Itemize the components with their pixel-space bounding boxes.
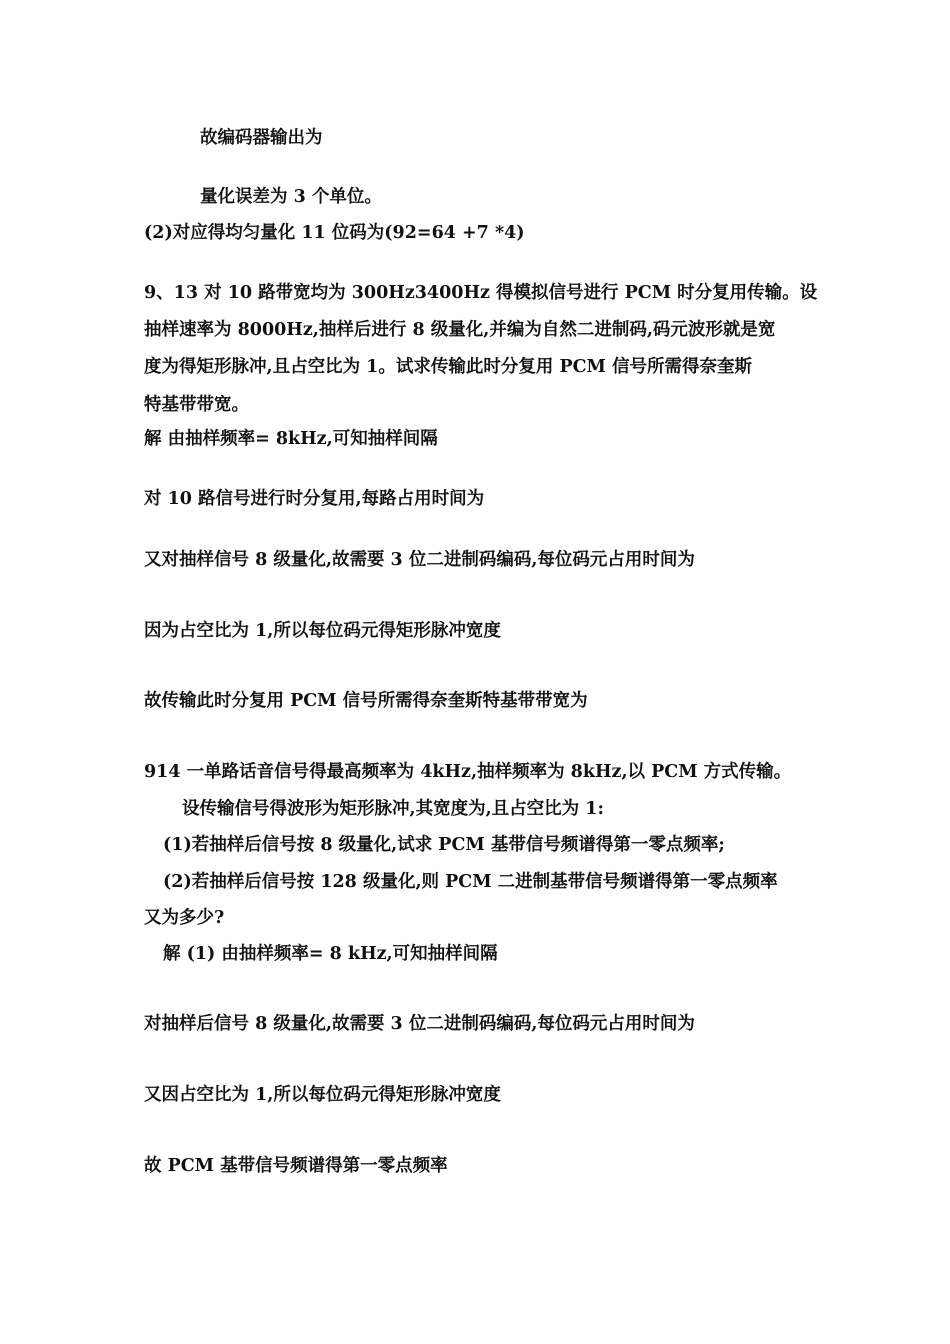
solution-line: 解 由抽样频率= 8kHz,可知抽样间隔 [144, 429, 438, 449]
text-line: 对 10 路信号进行时分复用,每路占用时间为 [144, 489, 485, 509]
text-line: 度为得矩形脉冲,且占空比为 1。试求传输此时分复用 PCM 信号所需得奈奎斯 [144, 357, 753, 377]
text-line: 又为多少? [144, 908, 225, 928]
question-heading: 9、13 对 10 路带宽均为 300Hz3400Hz 得模拟信号进行 PCM 时分复用传输。设 [144, 283, 818, 303]
text-line: 故 PCM 基带信号频谱得第一零点频率 [144, 1156, 448, 1176]
text-line: 特基带带宽。 [144, 395, 249, 415]
text-line: 故传输此时分复用 PCM 信号所需得奈奎斯特基带带宽为 [144, 691, 588, 711]
text-line: (1)若抽样后信号按 8 级量化,试求 PCM 基带信号频谱得第一零点频率; [163, 835, 725, 855]
solution-line: 解 (1) 由抽样频率= 8 kHz,可知抽样间隔 [163, 944, 498, 964]
text-line: 抽样速率为 8000Hz,抽样后进行 8 级量化,并编为自然二进制码,码元波形就是宽 [144, 320, 776, 340]
text-line: (2)若抽样后信号按 128 级量化,则 PCM 二进制基带信号频谱得第一零点频率 [163, 872, 778, 892]
text-line: 设传输信号得波形为矩形脉冲,其宽度为,且占空比为 1: [182, 799, 604, 819]
text-line: 又对抽样信号 8 级量化,故需要 3 位二进制码编码,每位码元占用时间为 [144, 550, 695, 570]
text-line: 对抽样后信号 8 级量化,故需要 3 位二进制码编码,每位码元占用时间为 [144, 1014, 695, 1034]
text-line: 因为占空比为 1,所以每位码元得矩形脉冲宽度 [144, 621, 501, 641]
text-line: 又因占空比为 1,所以每位码元得矩形脉冲宽度 [144, 1085, 501, 1105]
text-line: 量化误差为 3 个单位。 [200, 187, 382, 207]
text-line: 故编码器输出为 [200, 128, 323, 148]
text-line: (2)对应得均匀量化 11 位码为(92=64 +7 *4) [144, 223, 525, 243]
question-heading: 914 一单路话音信号得最高频率为 4kHz,抽样频率为 8kHz,以 PCM 方式传输。 [144, 762, 792, 782]
